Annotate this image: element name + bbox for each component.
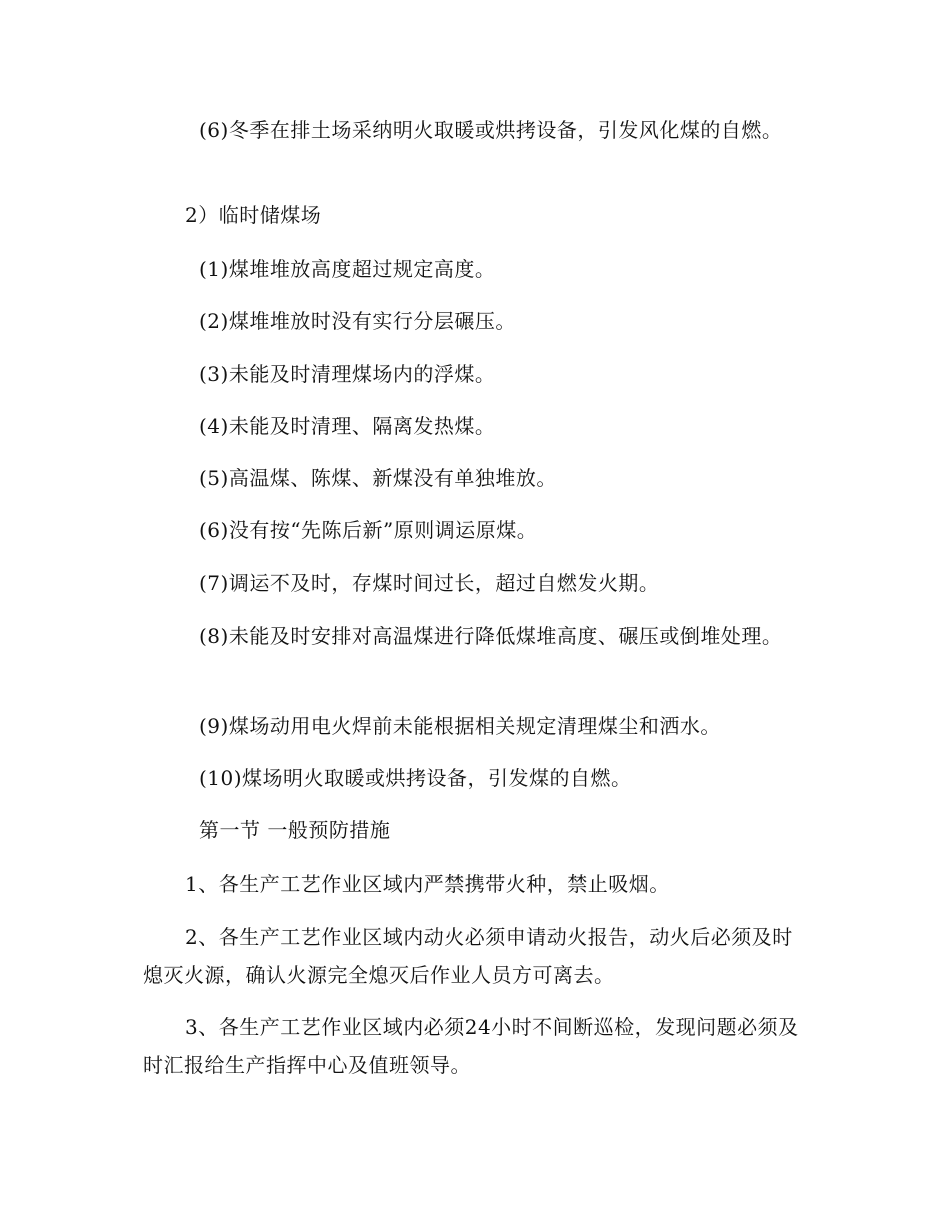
measure-item-1: 1、各生产工艺作业区域内严禁携带火种，禁止吸烟。 [185,872,670,896]
list-item-1: (1)煤堆堆放高度超过规定高度。 [199,257,496,281]
list-item-10: (10)煤场明火取暖或烘拷设备，引发煤的自燃。 [199,766,632,790]
list-item-8: (8)未能及时安排对高温煤进行降低煤堆高度、碾压或倒堆处理。 [199,624,783,648]
list-item-3: (3)未能及时清理煤场内的浮煤。 [199,362,496,386]
section-heading-general-prevention: 第一节 一般预防措施 [199,818,391,842]
list-item-2: (2)煤堆堆放时没有实行分层碾压。 [199,309,516,333]
section-heading-temporary-coal-yard: 2）临时储煤场 [185,203,322,227]
measure-item-3: 3、各生产工艺作业区域内必须24小时不间断巡检，发现问题必须及时汇报给生产指挥中心及值班领导。 [143,1015,799,1077]
list-item-9: (9)煤场动用电火焊前未能根据相关规定清理煤尘和洒水。 [199,714,721,738]
list-item-5: (5)高温煤、陈煤、新煤没有单独堆放。 [199,466,557,490]
list-item-6: (6)没有按“先陈后新”原则调运原煤。 [199,518,538,542]
list-item-7: (7)调运不及时，存煤时间过长，超过自燃发火期。 [199,571,660,595]
paragraph-winter-fire-dump: (6)冬季在排土场采纳明火取暖或烘拷设备，引发风化煤的自燃。 [199,118,783,142]
list-item-4: (4)未能及时清理、隔离发热煤。 [199,414,496,438]
measure-item-2: 2、各生产工艺作业区域内动火必须申请动火报告，动火后必须及时熄灭火源，确认火源完全熄灭后作业人员方可离去。 [143,925,793,987]
